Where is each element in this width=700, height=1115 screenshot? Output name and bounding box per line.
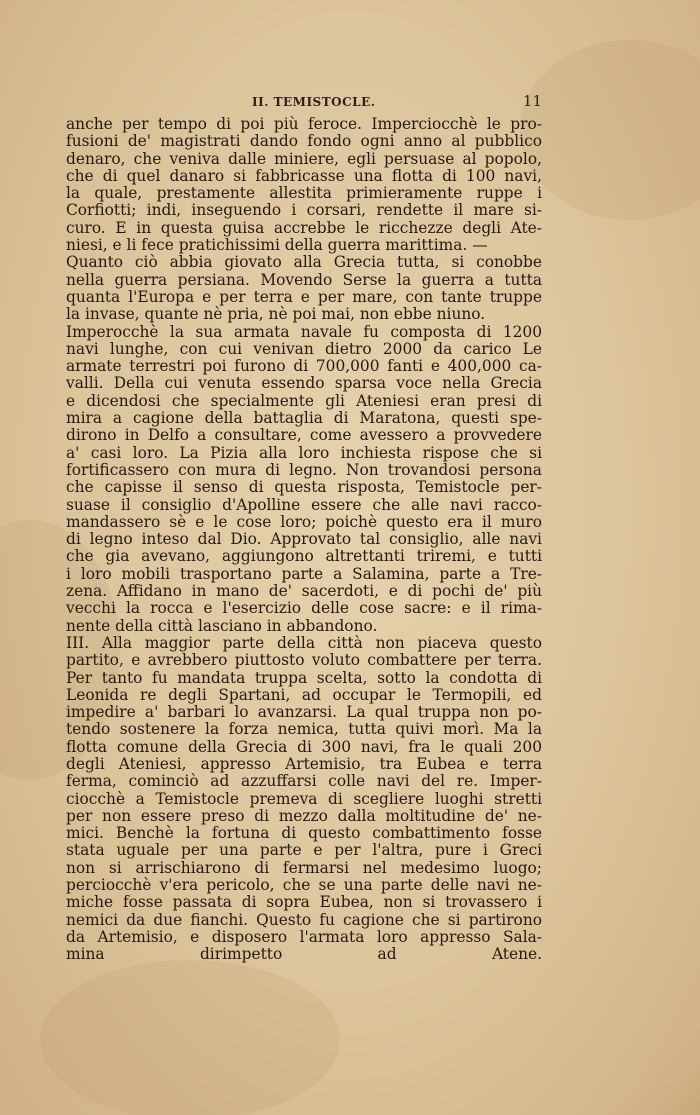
text-line: la invase, quante nè pria, nè poi mai, non ebbe niuno. (66, 305, 486, 324)
text-line: tendo sostenere la forza nemica, tutta quivi morì. Ma la (66, 720, 542, 739)
text-line: dirono in Delfo a consultare, come avessero a provvedere (66, 426, 542, 445)
text-line: III. Alla maggior parte della città non piaceva questo (66, 633, 542, 652)
text-line: zena. Affidano in mano de' sacerdoti, e di pochi de' più (66, 582, 542, 601)
text-line: che capisse il senso di questa risposta, Temistocle per- (66, 478, 542, 497)
text-line: Quanto ciò abbia giovato alla Grecia tutta, si conobbe (66, 253, 542, 272)
text-line: suase il consiglio d'Apolline essere che alle navi racco- (66, 495, 542, 514)
text-line: valli. Della cui venuta essendo sparsa voce nella Grecia (66, 374, 542, 393)
text-line: a' casi loro. La Pizia alla loro inchiesta rispose che si (66, 443, 542, 462)
page-number: 11 (522, 92, 542, 110)
text-line: non si arrischiarono di fermarsi nel medesimo luogo; (66, 858, 542, 877)
text-line: da Artemisio, e disposero l'armata loro appresso Sala- (66, 927, 542, 946)
text-line: i loro mobili trasportano parte a Salamina, parte a Tre- (66, 564, 542, 583)
text-line: impedire a' barbari lo avanzarsi. La qual truppa non po- (66, 703, 542, 722)
text-line: denaro, che veniva dalle miniere, egli persuase al popolo, (66, 149, 542, 168)
text-line: e dicendosi che specialmente gli Ateniesi eran presi di (66, 391, 542, 410)
text-line: Per tanto fu mandata truppa scelta, sotto la condotta di (66, 668, 542, 687)
paper-stain (520, 40, 700, 220)
text-line: di legno inteso dal Dio. Approvato tal consiglio, alle navi (66, 530, 542, 549)
text-line: partito, e avrebbero piuttosto voluto combattere per terra. (66, 651, 542, 670)
text-line: nemici da due fianchi. Questo fu cagione che si partirono (66, 910, 542, 929)
text-line: nente della città lasciano in abbandono. (66, 616, 378, 635)
text-line: fusioni de' magistrati dando fondo ogni anno al pubblico (66, 132, 542, 151)
text-line: perciocchè v'era pericolo, che se una parte delle navi ne- (66, 876, 542, 895)
text-line: ferma, cominciò ad azzuffarsi colle navi del re. Imper- (66, 772, 542, 791)
text-line: flotta comune della Grecia di 300 navi, fra le quali 200 (66, 737, 542, 756)
page-header (66, 92, 542, 112)
text-line: quanta l'Europa e per terra e per mare, con tante truppe (66, 287, 542, 306)
text-line: niesi, e li fece pratichissimi della guerra marittima. — (66, 236, 488, 255)
text-line: Leonida re degli Spartani, ad occupar le Termopili, ed (66, 685, 542, 704)
text-line: per non essere preso di mezzo dalla moltitudine de' ne- (66, 806, 542, 825)
body-text (66, 116, 542, 964)
running-title: II. TEMISTOCLE. (252, 95, 376, 109)
text-line: ciocchè a Temistocle premeva di scegliere luoghi stretti (66, 789, 542, 808)
text-line: armate terrestri poi furono di 700,000 fanti e 400,000 ca- (66, 357, 542, 376)
text-line: Corfiotti; indi, inseguendo i corsari, rendette il mare si- (66, 201, 542, 220)
text-line: mina dirimpetto ad Atene. (66, 945, 542, 964)
text-line: miche fosse passata di sopra Eubea, non si trovassero i (66, 893, 542, 912)
text-line: vecchi la rocca e l'esercizio delle cose sacre: e il rima- (66, 599, 542, 618)
text-line: Imperocchè la sua armata navale fu composta di 1200 (66, 322, 542, 341)
text-line: mici. Benchè la fortuna di questo combattimento fosse (66, 824, 542, 843)
text-line: fortificassero con mura di legno. Non trovandosi persona (66, 460, 542, 479)
text-line: che di quel danaro si fabbricasse una flotta di 100 navi, (66, 166, 542, 185)
text-line: degli Ateniesi, appresso Artemisio, tra Eubea e terra (66, 754, 542, 773)
text-line: che gia avevano, aggiungono altrettanti triremi, e tutti (66, 547, 542, 566)
text-line: anche per tempo di poi più feroce. Imperciocchè le pro- (66, 115, 542, 133)
text-line: nella guerra persiana. Movendo Serse la guerra a tutta (66, 270, 542, 289)
text-line: la quale, prestamente allestita primieramente ruppe i (66, 184, 542, 203)
text-line: stata uguale per una parte e per l'altra, pure i Greci (66, 841, 542, 860)
text-line: navi lunghe, con cui venivan dietro 2000 da carico Le (66, 339, 542, 358)
text-line: mira a cagione della battaglia di Maratona, questi spe- (66, 409, 542, 428)
text-line: curo. E in questa guisa accrebbe le ricchezze degli Ate- (66, 218, 542, 237)
text-line: mandassero sè e le cose loro; poichè questo era il muro (66, 512, 542, 531)
page-corner-shade (580, 1005, 700, 1115)
paper-stain (40, 960, 340, 1115)
